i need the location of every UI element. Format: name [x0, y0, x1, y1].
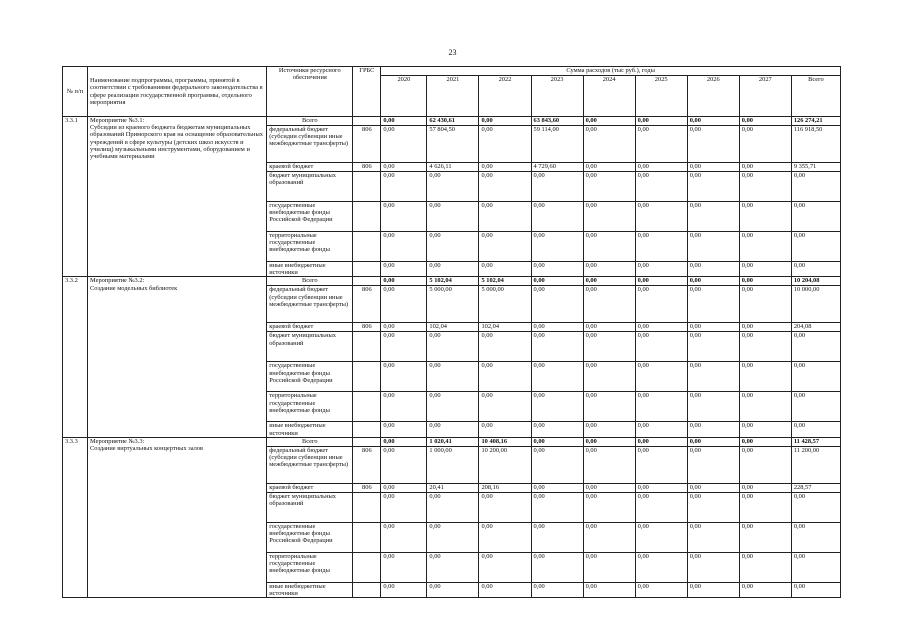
amount-year: 0,00 [687, 582, 739, 597]
amount-year: 0,00 [381, 582, 427, 597]
amount-year: 0,00 [687, 202, 739, 232]
amount-year: 0,00 [531, 172, 583, 202]
amount-year: 63 843,60 [531, 117, 583, 126]
amount-year: 0,00 [479, 392, 531, 422]
amount-year: 0,00 [687, 492, 739, 522]
amount-year: 0,00 [739, 522, 791, 552]
amount-year: 0,00 [583, 202, 635, 232]
amount-year: 0,00 [583, 392, 635, 422]
amount-year: 0,00 [531, 483, 583, 492]
amount-year: 4 729,60 [531, 163, 583, 172]
amount-year: 0,00 [687, 163, 739, 172]
amount-year: 0,00 [687, 286, 739, 323]
amount-year: 102,04 [479, 323, 531, 332]
page-number: 23 [448, 48, 457, 57]
amount-year: 0,00 [687, 552, 739, 582]
amount-year: 0,00 [739, 172, 791, 202]
amount-year: 0,00 [381, 392, 427, 422]
amount-year: 0,00 [583, 126, 635, 163]
amount-year: 0,00 [739, 492, 791, 522]
amount-year: 10 408,16 [479, 437, 531, 446]
amount-year: 0,00 [381, 552, 427, 582]
header-name: Наименование подпрограммы, программы, принятой в соответствии с требованиями федерального законодательства в сфере реализации государственной программы, отдельного мероприятия [88, 67, 267, 117]
amount-year: 0,00 [479, 117, 531, 126]
amount-year: 0,00 [583, 323, 635, 332]
amount-year: 0,00 [479, 202, 531, 232]
amount-year: 0,00 [635, 492, 687, 522]
amount-year: 0,00 [427, 262, 479, 277]
funding-source: территориальные государственные внебюджетные фонды [267, 232, 353, 262]
amount-year: 0,00 [531, 392, 583, 422]
amount-year: 0,00 [531, 202, 583, 232]
amount-year: 0,00 [381, 262, 427, 277]
amount-year: 0,00 [479, 172, 531, 202]
amount-total: 9 355,71 [791, 163, 840, 172]
expenditure-table [62, 66, 841, 598]
grbs-code [353, 277, 381, 286]
amount-year: 0,00 [635, 422, 687, 437]
amount-year: 0,00 [531, 552, 583, 582]
amount-total: 0,00 [791, 262, 840, 277]
amount-year: 1 020,41 [427, 437, 479, 446]
section-name-cell [88, 117, 267, 277]
funding-source: бюджет муниципальных образований [267, 172, 353, 202]
amount-year: 0,00 [687, 392, 739, 422]
amount-year: 0,00 [381, 163, 427, 172]
amount-year: 0,00 [687, 446, 739, 483]
header-year: 2020 [381, 76, 427, 117]
grbs-code [353, 582, 381, 597]
amount-total: 228,57 [791, 483, 840, 492]
grbs-code: 806 [353, 286, 381, 323]
header-sum-group: Сумма расходов (тыс руб.), годы [381, 67, 841, 76]
amount-total: 0,00 [791, 362, 840, 392]
amount-year: 0,00 [739, 117, 791, 126]
amount-year: 0,00 [479, 163, 531, 172]
header-year: 2027 [739, 76, 791, 117]
grbs-code [353, 392, 381, 422]
amount-total: 10 000,00 [791, 286, 840, 323]
amount-year: 0,00 [479, 232, 531, 262]
funding-source: краевой бюджет [267, 323, 353, 332]
amount-year: 0,00 [427, 202, 479, 232]
amount-year: 0,00 [635, 483, 687, 492]
amount-year: 0,00 [687, 522, 739, 552]
grbs-code [353, 117, 381, 126]
section-description: Субсидии из краевого бюджета бюджетам муниципальных образований Приморского края на оснащение образовательных учреждений в сфере культуры (детских школ искусств и училищ) музыкальными инструментами, оборудованием и учебными материалами [90, 124, 263, 161]
funding-source: федеральный бюджет (субсидии субвенции иные межбюджетные трансферты) [267, 126, 353, 163]
amount-year: 57 804,50 [427, 126, 479, 163]
header-grbs: ГРБС [353, 67, 381, 117]
amount-year: 0,00 [381, 323, 427, 332]
grbs-code [353, 172, 381, 202]
amount-year: 0,00 [531, 277, 583, 286]
amount-year: 0,00 [583, 446, 635, 483]
amount-year: 0,00 [739, 277, 791, 286]
amount-year: 0,00 [427, 492, 479, 522]
amount-year: 0,00 [583, 277, 635, 286]
amount-year: 0,00 [635, 117, 687, 126]
amount-year: 0,00 [739, 202, 791, 232]
amount-year: 10 200,00 [479, 446, 531, 483]
amount-year: 0,00 [635, 446, 687, 483]
amount-year: 0,00 [427, 392, 479, 422]
amount-total: 0,00 [791, 582, 840, 597]
amount-year: 0,00 [687, 262, 739, 277]
amount-year: 0,00 [479, 552, 531, 582]
amount-year: 0,00 [739, 483, 791, 492]
amount-year: 0,00 [739, 286, 791, 323]
header-year: 2026 [687, 76, 739, 117]
amount-year: 0,00 [687, 172, 739, 202]
grbs-code [353, 262, 381, 277]
amount-year: 0,00 [739, 163, 791, 172]
amount-year: 0,00 [479, 522, 531, 552]
header-year: 2024 [583, 76, 635, 117]
amount-year: 0,00 [381, 117, 427, 126]
amount-year: 0,00 [427, 582, 479, 597]
funding-source: территориальные государственные внебюджетные фонды [267, 392, 353, 422]
grbs-code [353, 552, 381, 582]
amount-year: 0,00 [635, 582, 687, 597]
amount-year: 0,00 [635, 277, 687, 286]
amount-year: 0,00 [427, 172, 479, 202]
amount-total: 0,00 [791, 172, 840, 202]
amount-year: 0,00 [739, 446, 791, 483]
amount-year: 0,00 [479, 126, 531, 163]
amount-year: 0,00 [739, 392, 791, 422]
grbs-code: 806 [353, 163, 381, 172]
amount-year: 102,04 [427, 323, 479, 332]
amount-year: 0,00 [381, 437, 427, 446]
amount-total: 0,00 [791, 332, 840, 362]
funding-source: федеральный бюджет (субсидии субвенции иные межбюджетные трансферты) [267, 446, 353, 483]
amount-year: 0,00 [381, 492, 427, 522]
amount-total: 11 428,57 [791, 437, 840, 446]
amount-year: 5 000,00 [427, 286, 479, 323]
grbs-code [353, 332, 381, 362]
amount-year: 0,00 [583, 422, 635, 437]
amount-year: 208,16 [479, 483, 531, 492]
section-title: Мероприятие №3.1: [90, 117, 145, 124]
funding-source: Всего [267, 277, 353, 286]
funding-source: Всего [267, 117, 353, 126]
grbs-code: 806 [353, 126, 381, 163]
grbs-code: 806 [353, 483, 381, 492]
section-number: 3.3.3 [63, 437, 88, 597]
funding-source: бюджет муниципальных образований [267, 332, 353, 362]
funding-source: государственные внебюджетные фонды Российской Федерации [267, 362, 353, 392]
funding-source: Всего [267, 437, 353, 446]
amount-year: 0,00 [381, 362, 427, 392]
amount-year: 0,00 [479, 262, 531, 277]
amount-total: 0,00 [791, 422, 840, 437]
grbs-code [353, 422, 381, 437]
amount-year: 0,00 [531, 492, 583, 522]
amount-year: 0,00 [427, 232, 479, 262]
amount-year: 0,00 [381, 277, 427, 286]
amount-year: 0,00 [687, 332, 739, 362]
amount-year: 0,00 [687, 483, 739, 492]
amount-year: 0,00 [531, 262, 583, 277]
section-number: 3.3.1 [63, 117, 88, 277]
amount-year: 0,00 [531, 332, 583, 362]
amount-year: 0,00 [583, 262, 635, 277]
amount-year: 0,00 [479, 422, 531, 437]
grbs-code [353, 202, 381, 232]
amount-year: 0,00 [531, 232, 583, 262]
grbs-code: 806 [353, 323, 381, 332]
amount-year: 0,00 [739, 232, 791, 262]
funding-source: иные внебюджетные источники [267, 582, 353, 597]
amount-year: 0,00 [739, 262, 791, 277]
amount-year: 0,00 [583, 492, 635, 522]
amount-year: 0,00 [583, 117, 635, 126]
grbs-code [353, 492, 381, 522]
amount-total: 0,00 [791, 552, 840, 582]
amount-year: 0,00 [635, 232, 687, 262]
amount-year: 0,00 [583, 332, 635, 362]
amount-year: 0,00 [739, 126, 791, 163]
amount-year: 0,00 [381, 483, 427, 492]
amount-year: 0,00 [531, 437, 583, 446]
grbs-code [353, 232, 381, 262]
amount-year: 0,00 [687, 232, 739, 262]
section-total-row [63, 117, 841, 126]
amount-year: 0,00 [479, 492, 531, 522]
grbs-code [353, 522, 381, 552]
amount-year: 0,00 [739, 323, 791, 332]
amount-year: 0,00 [381, 232, 427, 262]
funding-source: краевой бюджет [267, 483, 353, 492]
amount-year: 62 430,61 [427, 117, 479, 126]
amount-total: 10 204,08 [791, 277, 840, 286]
amount-year: 0,00 [687, 362, 739, 392]
amount-year: 0,00 [583, 437, 635, 446]
amount-year: 0,00 [531, 422, 583, 437]
section-description: Создание виртуальных концертных залов [90, 445, 203, 453]
funding-source: иные внебюджетные источники [267, 422, 353, 437]
amount-total: 0,00 [791, 232, 840, 262]
header-year: 2022 [479, 76, 531, 117]
amount-year: 0,00 [381, 172, 427, 202]
amount-year: 5 102,04 [479, 277, 531, 286]
amount-year: 0,00 [479, 582, 531, 597]
header-year: 2021 [427, 76, 479, 117]
section-title: Мероприятие №3.2: [90, 277, 145, 285]
amount-year: 0,00 [381, 446, 427, 483]
header-year: 2025 [635, 76, 687, 117]
amount-year: 0,00 [687, 422, 739, 437]
amount-year: 0,00 [635, 437, 687, 446]
amount-year: 0,00 [479, 332, 531, 362]
amount-year: 1 000,00 [427, 446, 479, 483]
amount-year: 0,00 [531, 362, 583, 392]
funding-source: государственные внебюджетные фонды Российской Федерации [267, 522, 353, 552]
amount-year: 0,00 [635, 522, 687, 552]
amount-year: 0,00 [479, 362, 531, 392]
amount-year: 0,00 [427, 552, 479, 582]
amount-year: 0,00 [635, 286, 687, 323]
amount-year: 0,00 [635, 362, 687, 392]
amount-total: 126 274,21 [791, 117, 840, 126]
amount-year: 0,00 [583, 286, 635, 323]
amount-year: 5 102,04 [427, 277, 479, 286]
header-num: № п/п [63, 67, 88, 117]
funding-source: федеральный бюджет (субсидии субвенции иные межбюджетные трансферты) [267, 286, 353, 323]
amount-year: 20,41 [427, 483, 479, 492]
amount-year: 0,00 [583, 552, 635, 582]
amount-year: 0,00 [739, 332, 791, 362]
amount-year: 0,00 [531, 582, 583, 597]
amount-year: 0,00 [739, 582, 791, 597]
amount-year: 0,00 [635, 332, 687, 362]
amount-year: 0,00 [531, 446, 583, 483]
amount-year: 0,00 [687, 277, 739, 286]
amount-total: 0,00 [791, 522, 840, 552]
funding-source: иные внебюджетные источники [267, 262, 353, 277]
amount-year: 0,00 [583, 483, 635, 492]
section-total-row [63, 277, 841, 286]
amount-year: 0,00 [427, 362, 479, 392]
amount-year: 0,00 [583, 582, 635, 597]
amount-year: 0,00 [739, 422, 791, 437]
amount-year: 0,00 [739, 437, 791, 446]
amount-year: 0,00 [635, 163, 687, 172]
amount-total: 0,00 [791, 492, 840, 522]
amount-total: 116 918,50 [791, 126, 840, 163]
grbs-code [353, 362, 381, 392]
amount-year: 0,00 [427, 332, 479, 362]
header-sources: Источники ресурсного обеспечения [267, 67, 353, 117]
funding-source: краевой бюджет [267, 163, 353, 172]
section-number: 3.3.2 [63, 277, 88, 437]
amount-year: 0,00 [635, 552, 687, 582]
grbs-code [353, 437, 381, 446]
amount-year: 0,00 [583, 362, 635, 392]
amount-year: 0,00 [381, 422, 427, 437]
amount-year: 0,00 [531, 323, 583, 332]
amount-year: 0,00 [531, 286, 583, 323]
amount-total: 204,08 [791, 323, 840, 332]
funding-source: территориальные государственные внебюджетные фонды [267, 552, 353, 582]
amount-year: 0,00 [687, 437, 739, 446]
header-year: 2023 [531, 76, 583, 117]
amount-total: 11 200,00 [791, 446, 840, 483]
grbs-code: 806 [353, 446, 381, 483]
amount-year: 0,00 [583, 232, 635, 262]
amount-year: 0,00 [687, 117, 739, 126]
amount-year: 4 626,11 [427, 163, 479, 172]
amount-total: 0,00 [791, 392, 840, 422]
amount-year: 0,00 [635, 172, 687, 202]
funding-source: бюджет муниципальных образований [267, 492, 353, 522]
amount-year: 59 114,00 [531, 126, 583, 163]
amount-year: 0,00 [381, 202, 427, 232]
section-name-cell [88, 437, 267, 597]
amount-year: 0,00 [381, 126, 427, 163]
amount-year: 5 000,00 [479, 286, 531, 323]
amount-year: 0,00 [583, 172, 635, 202]
amount-year: 0,00 [635, 323, 687, 332]
amount-year: 0,00 [381, 522, 427, 552]
amount-year: 0,00 [583, 522, 635, 552]
amount-year: 0,00 [635, 202, 687, 232]
amount-year: 0,00 [739, 552, 791, 582]
amount-year: 0,00 [381, 286, 427, 323]
amount-year: 0,00 [635, 262, 687, 277]
amount-year: 0,00 [635, 126, 687, 163]
section-total-row [63, 437, 841, 446]
amount-year: 0,00 [531, 522, 583, 552]
amount-year: 0,00 [427, 422, 479, 437]
section-description: Создание модельных библиотек [90, 284, 178, 292]
section-title: Мероприятие №3.3: [90, 437, 145, 445]
section-name-cell [88, 277, 267, 437]
header-year: Всего [791, 76, 840, 117]
amount-year: 0,00 [635, 392, 687, 422]
funding-source: государственные внебюджетные фонды Российской Федерации [267, 202, 353, 232]
amount-year: 0,00 [427, 522, 479, 552]
amount-year: 0,00 [583, 163, 635, 172]
amount-year: 0,00 [687, 126, 739, 163]
amount-year: 0,00 [381, 332, 427, 362]
amount-year: 0,00 [687, 323, 739, 332]
amount-year: 0,00 [739, 362, 791, 392]
amount-total: 0,00 [791, 202, 840, 232]
